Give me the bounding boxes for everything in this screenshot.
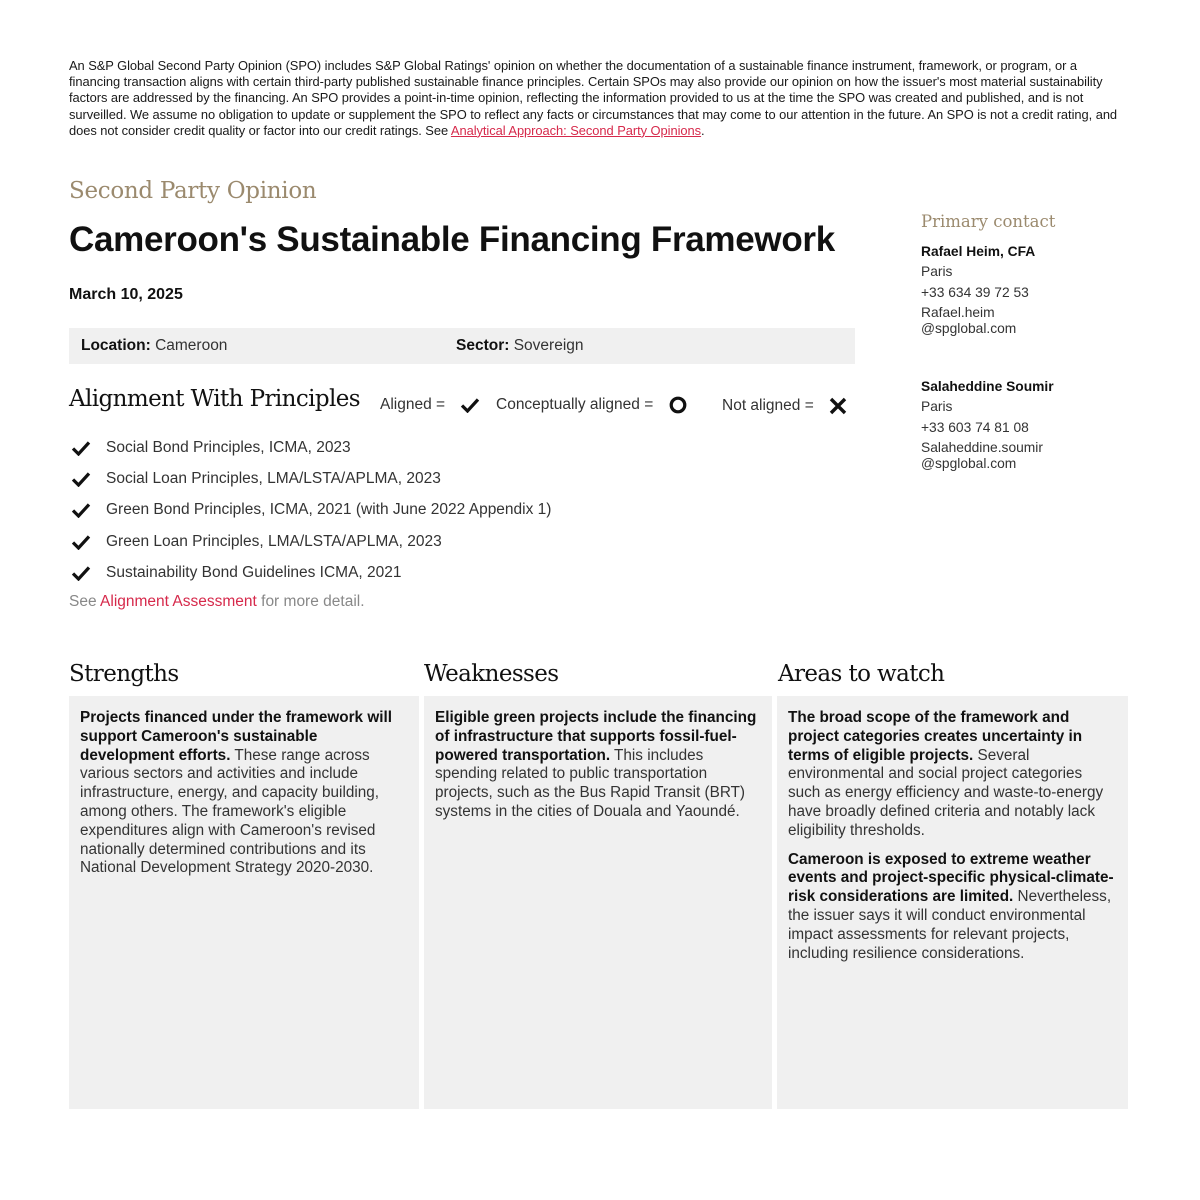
contact-name: Rafael Heim, CFA: [921, 244, 1036, 259]
list-item: Social Loan Principles, LMA/LSTA/APLMA, 2023: [71, 463, 551, 494]
sector-field: Sector: Sovereign: [456, 337, 584, 354]
weaknesses-panel: [424, 696, 772, 1109]
contact-name: Salaheddine Soumir: [921, 379, 1054, 394]
see-more-text: See Alignment Assessment for more detail.: [69, 593, 365, 610]
list-item: Green Loan Principles, LMA/LSTA/APLMA, 2023: [71, 526, 551, 557]
contact-phone[interactable]: +33 634 39 72 53: [921, 284, 1029, 300]
page-title: Cameroon's Sustainable Financing Framework: [69, 220, 835, 259]
contact-city: Paris: [921, 264, 953, 280]
contact-city: Paris: [921, 399, 953, 415]
checkmark-icon: [71, 502, 106, 518]
principles-list: [71, 432, 551, 588]
legend-conceptual: Conceptually aligned =: [496, 396, 687, 414]
weaknesses-heading: Weaknesses: [424, 661, 559, 687]
strengths-paragraph: Projects financed under the framework will support Cameroon's sustainable development efforts. These range across various sectors and activities and include infrastructure, energy, and capacity building, among others. The framework's eligible expenditures align with Cameroon's revised nationally determined contributions and its National Development Strategy 2020-2030.: [80, 709, 392, 877]
checkmark-icon: [71, 565, 106, 581]
legend-aligned: Aligned =: [380, 396, 480, 414]
primary-contact-label: Primary contact: [921, 212, 1056, 231]
contact-card: [921, 242, 1035, 338]
location-field: Location: Cameroon: [81, 337, 228, 354]
analytical-approach-link[interactable]: Analytical Approach: Second Party Opinions: [450, 122, 702, 138]
watch-paragraph-1: The broad scope of the framework and project categories creates uncertainty in terms of eligible projects. Several environmental and social project categories such as energy efficiency and waste-to-energy have broadly defined criteria and notably lack eligibility thresholds.: [788, 709, 1104, 839]
report-date: March 10, 2025: [69, 286, 183, 303]
list-item: Sustainability Bond Guidelines ICMA, 2021: [71, 557, 551, 588]
contact-phone[interactable]: +33 603 74 81 08: [921, 419, 1029, 435]
report-type-label: Second Party Opinion: [69, 178, 317, 204]
checkmark-icon: [71, 440, 106, 456]
circle-icon: [669, 396, 687, 414]
weaknesses-paragraph: Eligible green projects include the financing of infrastructure that supports fossil-fuel-powered transportation. This includes spending related to public transportation projects, such as the Bus Rapid Transit (BRT) systems in the cities of Douala and Yaoundé.: [435, 709, 757, 820]
alignment-assessment-link[interactable]: Alignment Assessment: [100, 593, 257, 610]
checkmark-icon: [71, 534, 106, 550]
watch-paragraph-2: Cameroon is exposed to extreme weather events and project-specific physical-climate-risk considerations are limited. Nevertheless, the issuer says it will conduct environmental impact assessments for relevant projects, including resilience considerations.: [788, 850, 1114, 962]
meta-bar: [69, 328, 855, 364]
contact-email[interactable]: Salaheddine.soumir @spglobal.com: [921, 439, 1043, 472]
checkmark-icon: [460, 397, 480, 413]
list-item: Social Bond Principles, ICMA, 2023: [71, 432, 551, 463]
legend-not-aligned: Not aligned =: [722, 396, 848, 416]
cross-icon: [828, 396, 848, 416]
contact-card: [921, 377, 1054, 473]
contact-email[interactable]: Rafael.heim @spglobal.com: [921, 304, 1017, 337]
alignment-heading: Alignment With Principles: [69, 386, 360, 412]
strengths-heading: Strengths: [69, 661, 179, 687]
strengths-panel: [69, 696, 419, 1109]
areas-to-watch-heading: Areas to watch: [778, 661, 945, 687]
areas-to-watch-panel: [777, 696, 1128, 1109]
list-item: Green Bond Principles, ICMA, 2021 (with June 2022 Appendix 1): [71, 495, 551, 526]
disclaimer-text: An S&P Global Second Party Opinion (SPO) includes S&P Global Ratings' opinion on whether the documentation of a sustainable finance instrument, framework, or program, or a financing transaction aligns with certain third-party published sustainable finance principles. Certain SPOs may also provide our opinion on how the issuer's most material sustainability factors are addressed by the financing. An SPO provides a point-in-time opinion, reflecting the information provided to us at the time the SPO was created and published, and is not surveilled. We assume no obligation to update or supplement the SPO to reflect any facts or circumstances that may come to our attention in the future. An SPO is not a credit rating, and does not consider credit quality or factor into our credit ratings. See Analytical Approach: Second Party Opinions.: [69, 58, 1118, 138]
checkmark-icon: [71, 471, 106, 487]
